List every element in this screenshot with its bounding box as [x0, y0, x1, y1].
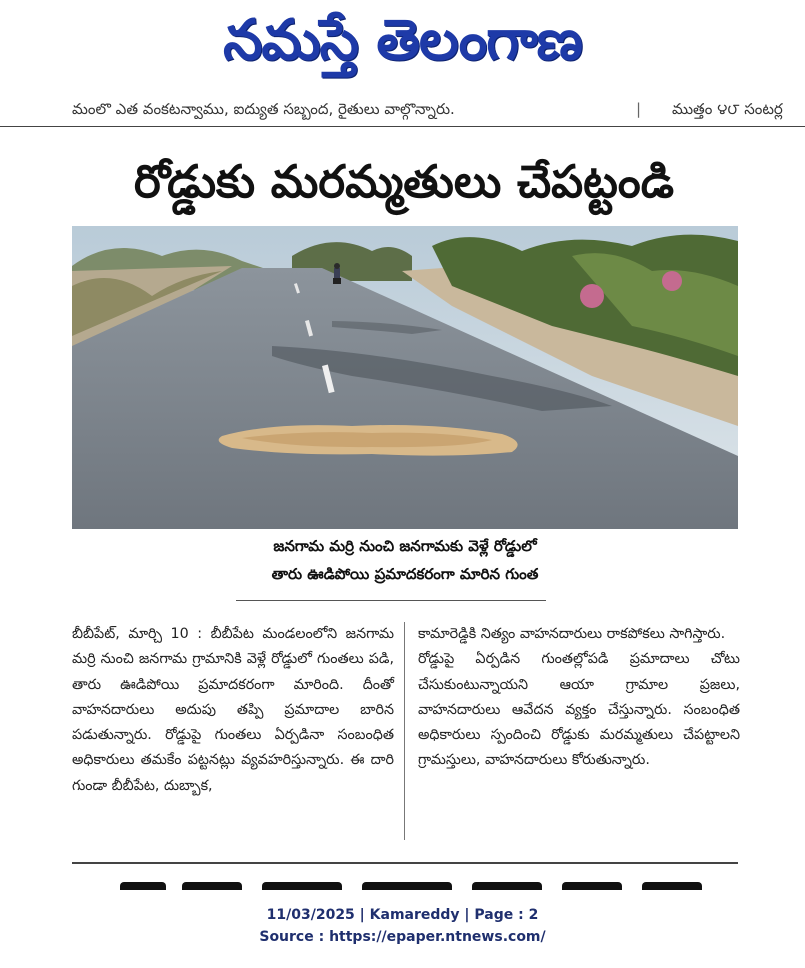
page-footer [0, 904, 805, 948]
footer-source-link[interactable]: Source : https://epaper.ntnews.com/ [259, 929, 546, 945]
masthead [0, 2, 805, 80]
right-paragraph-1: కామారెడ్డికి నిత్యం వాహనదారులు రాకపోకలు సాగిస్తారు. [418, 626, 726, 642]
article-photo [72, 226, 738, 529]
article-headline: రోడ్డుకు మరమ్మతులు చేపట్టండి [133, 155, 675, 208]
footer-edition-info: 11/03/2025 | Kamareddy | Page : 2 [266, 907, 539, 923]
next-article-headline-fragment [72, 878, 738, 890]
news-ticker [0, 92, 805, 127]
ticker-left-text: మంలొ ఎత వంకటన్వాము, ఐద్యుత సబ్బంద, రైతులు వాల్గొన్నారు. [72, 100, 455, 118]
left-paragraph-1: బీబీపేట్, మార్చి 10 : బీబీపేట మండలంలోని జనగామ మర్రి నుంచి జనగామ గ్రామానికి వెళ్లే రోడ్డులో గుంతలు పడి, తారు ఊడిపోయి ప్రమాదకరంగా మారింది. దీంతో వాహనదారులు అదుపు తప్పి ప్రమాదాల బారిన పడుతున్నారు. రోడ్డుపై గుంతలు ఏర్పడినా సంబంధిత అధికారులు తమకేం పట్టనట్లు వ్యవహరిస్తున్నారు. ఈ దారి గుండా బీబీపేట, దుబ్బాక, [72, 626, 394, 794]
photo-caption [72, 532, 738, 588]
right-paragraph-2: రోడ్డుపై ఏర్పడిన గుంతల్లోపడి ప్రమాదాలు చోటు చేసుకుంటున్నాయని ఆయా గ్రామాల ప్రజలు, వాహనదారులు ఆవేదన వ్యక్తం చేస్తున్నారు. సంబంధిత అధికారులు స్పందించి రోడ్డుకు మరమ్మతులు చేపట్టాలని గ్రామస్తులు, వాహనదారులు కోరుతున్నారు. [418, 651, 740, 769]
column-divider [404, 622, 405, 840]
caption-divider [236, 600, 546, 601]
article-body-right-column [418, 622, 740, 774]
caption-line-2: తారు ఊడిపోయి ప్రమాదకరంగా మారిన గుంత [271, 565, 539, 583]
article-bottom-rule [72, 862, 738, 864]
road-photo-illustration [72, 226, 738, 529]
ticker-right-text: ముత్తం ౪౮ సంటర్ల [672, 100, 783, 118]
ticker-separator: | [636, 100, 642, 118]
caption-line-1: జనగామ మర్రి నుంచి జనగామకు వెళ్లే రోడ్డులో [273, 537, 537, 555]
newspaper-logo: నమస్తే తెలంగాణ [223, 8, 582, 73]
article-body-left-column [72, 622, 394, 799]
